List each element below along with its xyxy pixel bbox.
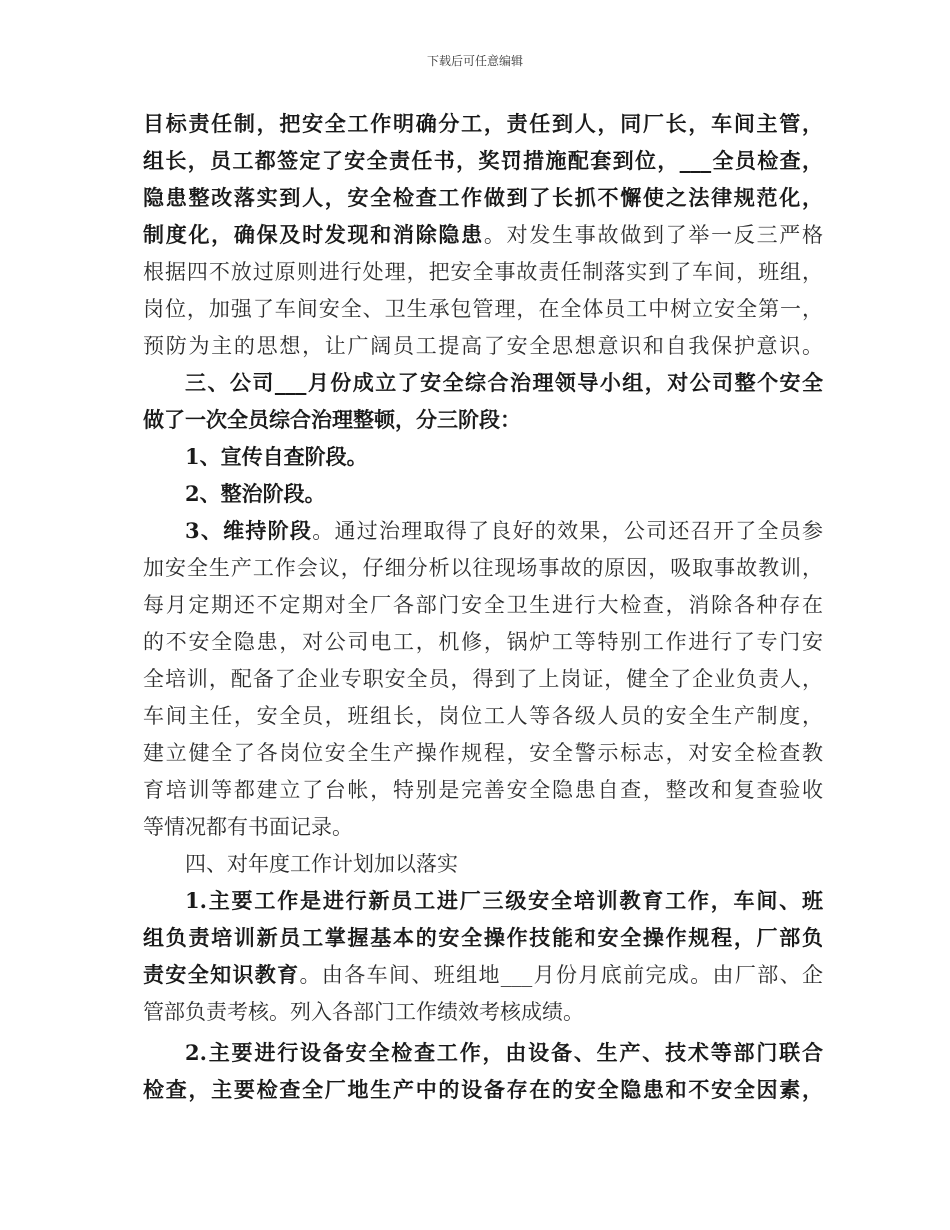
text-line xyxy=(185,1036,823,1070)
normal-run: 岗位，加强了车间安全、卫生承包管理，在全体员工中树立安全第一， xyxy=(143,297,823,321)
normal-run: 的不安全隐患，对公司电工，机修，锅炉工等特别工作进行了专门安 xyxy=(143,630,823,654)
bold-run: 隐患整改落实到人，安全检查工作做到了长抓不懈使之法律规范化， xyxy=(143,185,823,210)
text-line xyxy=(143,107,823,141)
text-line xyxy=(143,773,823,807)
normal-run: 根据四不放过原则进行处理，把安全事故责任制落实到了车间，班组， xyxy=(143,260,823,284)
bold-run: 责安全知识教育 xyxy=(143,962,300,987)
text-line xyxy=(143,403,823,437)
text-line xyxy=(185,440,823,474)
bold-run: 目标责任制，把安全工作明确分工，责任到人，同厂长，车间主管， xyxy=(143,111,823,136)
normal-run: 预防为主的思想，让广阔员工提高了安全思想意识和自我保护意识。 xyxy=(143,334,823,358)
text-line xyxy=(143,736,823,770)
normal-run: 。由各车间、班组地___月份月底前完成。由厂部、企 xyxy=(299,963,823,987)
text-line xyxy=(143,255,823,289)
bold-run: 制度化，确保及时发现和消除隐患 xyxy=(143,222,484,247)
bold-run: 1、宣传自查阶段。 xyxy=(185,444,368,469)
text-line xyxy=(185,514,823,548)
text-line xyxy=(143,625,823,659)
text-line xyxy=(143,292,823,326)
text-line xyxy=(185,477,823,511)
normal-run: 四、对年度工作计划加以落实 xyxy=(185,852,458,876)
text-line xyxy=(143,218,823,252)
normal-run: 加安全生产工作会议，仔细分析以往现场事故的原因，吸取事故教训， xyxy=(143,556,823,580)
bold-run: 做了一次全员综合治理整顿，分三阶段： xyxy=(143,407,521,432)
bold-run: 1.主要工作是进行新员工进厂三级安全培训教育工作，车间、班 xyxy=(185,888,823,913)
bold-run: 组长，员工都签定了安全责任书，奖罚措施配套到位，___全员检查， xyxy=(143,148,823,173)
bold-run: 检查，主要检查全厂地生产中的设备存在的安全隐患和不安全因素， xyxy=(143,1077,823,1102)
text-line xyxy=(143,329,823,363)
bold-run: 组负责培训新员工掌握基本的安全操作技能和安全操作规程，厂部负 xyxy=(143,925,823,950)
normal-run: 车间主任，安全员，班组长，岗位工人等各级人员的安全生产制度， xyxy=(143,704,823,728)
normal-run: 全培训，配备了企业专职安全员，得到了上岗证，健全了企业负责人， xyxy=(143,667,823,691)
text-line xyxy=(143,921,823,955)
normal-run: 每月定期还不定期对全厂各部门安全卫生进行大检查，消除各种存在 xyxy=(143,593,823,617)
text-line xyxy=(185,884,823,918)
text-line xyxy=(143,662,823,696)
bold-run: 3、维持阶段 xyxy=(185,518,313,543)
normal-run: 。通过治理取得了良好的效果，公司还召开了全员参 xyxy=(312,519,823,543)
text-line xyxy=(143,1073,823,1107)
normal-run: 建立健全了各岗位安全生产操作规程，安全警示标志，对安全检查教 xyxy=(143,741,823,765)
normal-run: 。对发生事故做到了举一反三严格 xyxy=(483,223,823,247)
text-line xyxy=(143,699,823,733)
page-header: 下载后可任意编辑 xyxy=(426,54,523,68)
text-line xyxy=(185,366,823,400)
normal-run: 等情况都有书面记录。 xyxy=(143,815,353,839)
text-line xyxy=(143,958,823,992)
text-line xyxy=(143,810,823,844)
text-line xyxy=(143,995,823,1029)
text-line xyxy=(185,847,823,881)
text-line xyxy=(143,181,823,215)
bold-run: 2、整治阶段。 xyxy=(185,481,326,506)
normal-run: 育培训等都建立了台帐，特别是完善安全隐患自查，整改和复查验收 xyxy=(143,778,823,802)
text-line xyxy=(143,588,823,622)
text-line xyxy=(143,551,823,585)
bold-run: 三、公司___月份成立了安全综合治理领导小组，对公司整个安全 xyxy=(185,370,823,395)
text-line xyxy=(143,144,823,178)
normal-run: 管部负责考核。列入各部门工作绩效考核成绩。 xyxy=(143,1000,584,1024)
bold-run: 2.主要进行设备安全检查工作，由设备、生产、技术等部门联合 xyxy=(185,1040,823,1065)
